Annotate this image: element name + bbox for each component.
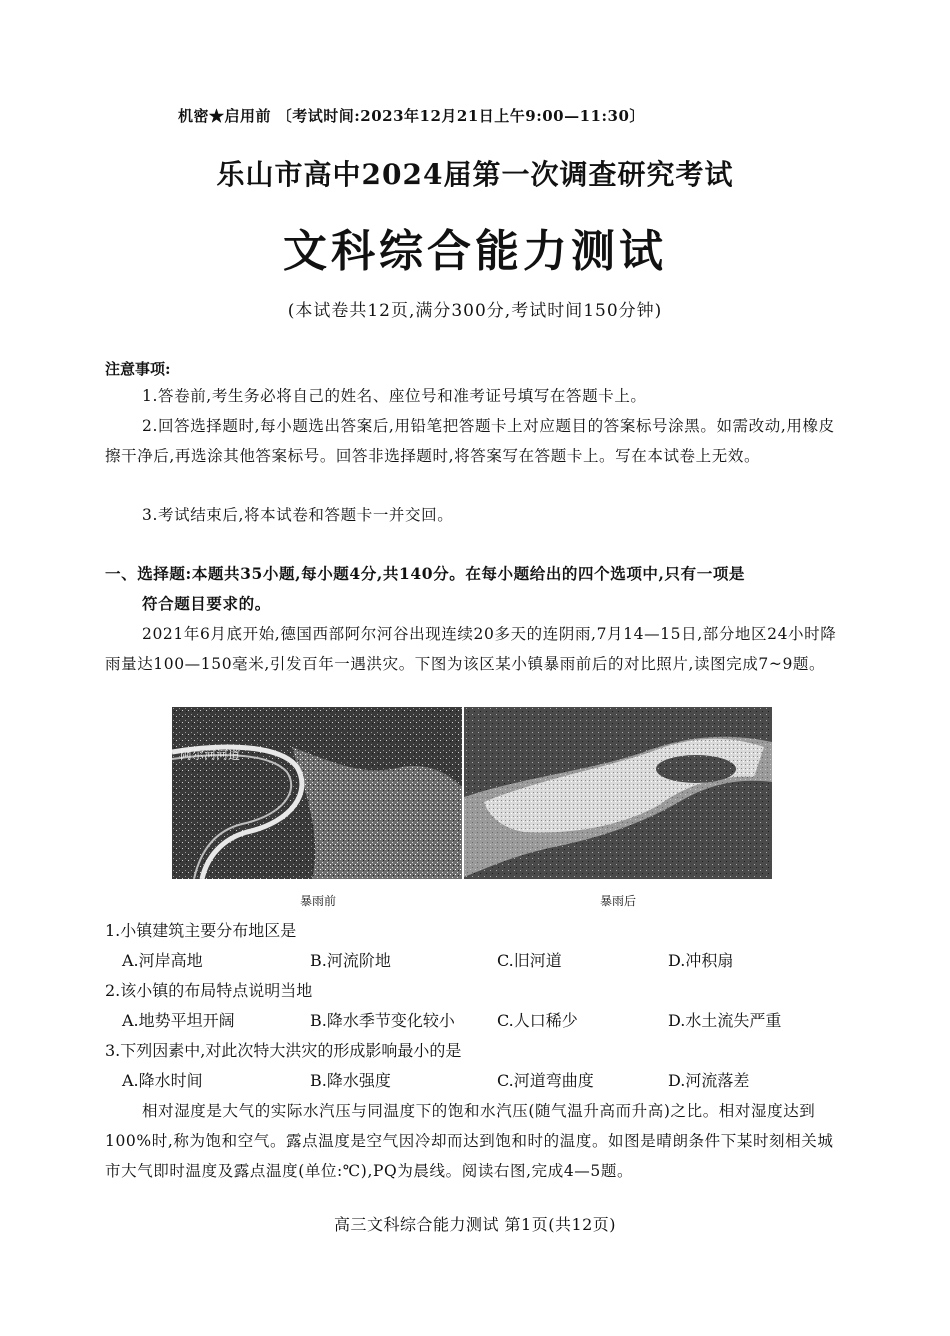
section-heading-line1: 一、选择题:本题共35小题,每小题4分,共140分。在每小题给出的四个选项中,只有一项是 — [105, 564, 746, 583]
option-2b: B.降水季节变化较小 — [310, 1011, 455, 1030]
question-2-text: 2.该小镇的布局特点说明当地 — [105, 981, 313, 1000]
question-stem: 2021年6月底开始,德国西部阿尔河谷出现连续20多天的连阴雨,7月14—15日,部分地区24小时降雨量达100—150毫米,引发百年一遇洪灾。下图为该区某小镇暴雨前后的对比照片,读图完成7~9题。 — [105, 625, 837, 673]
page-footer: 高三文科综合能力测试 第1页(共12页) — [333, 1215, 617, 1234]
subject-title: 文科综合能力测试 — [283, 226, 667, 277]
caption-after: 暴雨后 — [600, 894, 637, 908]
option-2c: C.人口稀少 — [497, 1011, 578, 1030]
river-channel-label: 阿尔河河道 — [180, 748, 241, 762]
question-stem-2: 相对湿度是大气的实际水汽压与同温度下的饱和水汽压(随气温升高而升高)之比。相对湿度达到100%时,称为饱和空气。露点温度是空气因冷却而达到饱和时的温度。如图是晴朗条件下某时刻相关城市大气即时温度及露点温度(单位:℃),PQ为晨线。阅读右图,完成4—5题。 — [105, 1102, 834, 1180]
photo-after-rain-image — [464, 707, 772, 879]
confidential-line: 机密★启用前 〔考试时间:2023年12月21日上午9:00—11:30〕 — [178, 107, 645, 125]
paper-info: (本试卷共12页,满分300分,考试时间150分钟) — [287, 301, 663, 321]
option-3a: A.降水时间 — [122, 1071, 203, 1090]
option-2d: D.水土流失严重 — [668, 1011, 782, 1030]
section-heading-line2: 符合题目要求的。 — [142, 594, 271, 613]
photo-before-rain-image — [172, 707, 462, 879]
notice-item: 1.答卷前,考生务必将自己的姓名、座位号和准考证号填写在答题卡上。 — [142, 387, 647, 405]
exam-title: 乐山市高中2024届第一次调查研究考试 — [216, 158, 734, 191]
option-1b: B.河流阶地 — [310, 951, 391, 970]
option-1d: D.冲积扇 — [668, 951, 734, 970]
option-3c: C.河道弯曲度 — [497, 1071, 594, 1090]
option-3d: D.河流落差 — [668, 1071, 750, 1090]
option-1c: C.旧河道 — [497, 951, 562, 970]
option-3b: B.降水强度 — [310, 1071, 391, 1090]
notice-item: 3.考试结束后,将本试卷和答题卡一并交回。 — [142, 506, 454, 524]
question-3-text: 3.下列因素中,对此次特大洪灾的形成影响最小的是 — [105, 1041, 462, 1060]
photo-before-rain — [172, 707, 462, 879]
notice-item: 2.回答选择题时,每小题选出答案后,用铅笔把答题卡上对应题目的答案标号涂黑。如需改动,用橡皮擦干净后,再选涂其他答案标号。回答非选择题时,将答案写在答题卡上。写在本试卷上无效。 — [105, 417, 835, 465]
option-2a: A.地势平坦开阔 — [122, 1011, 235, 1030]
notice-heading: 注意事项: — [105, 360, 171, 378]
question-1-text: 1.小镇建筑主要分布地区是 — [105, 921, 297, 940]
section-heading — [105, 559, 845, 619]
photo-after-rain — [464, 707, 772, 879]
caption-before: 暴雨前 — [300, 894, 337, 908]
option-1a: A.河岸高地 — [122, 951, 203, 970]
